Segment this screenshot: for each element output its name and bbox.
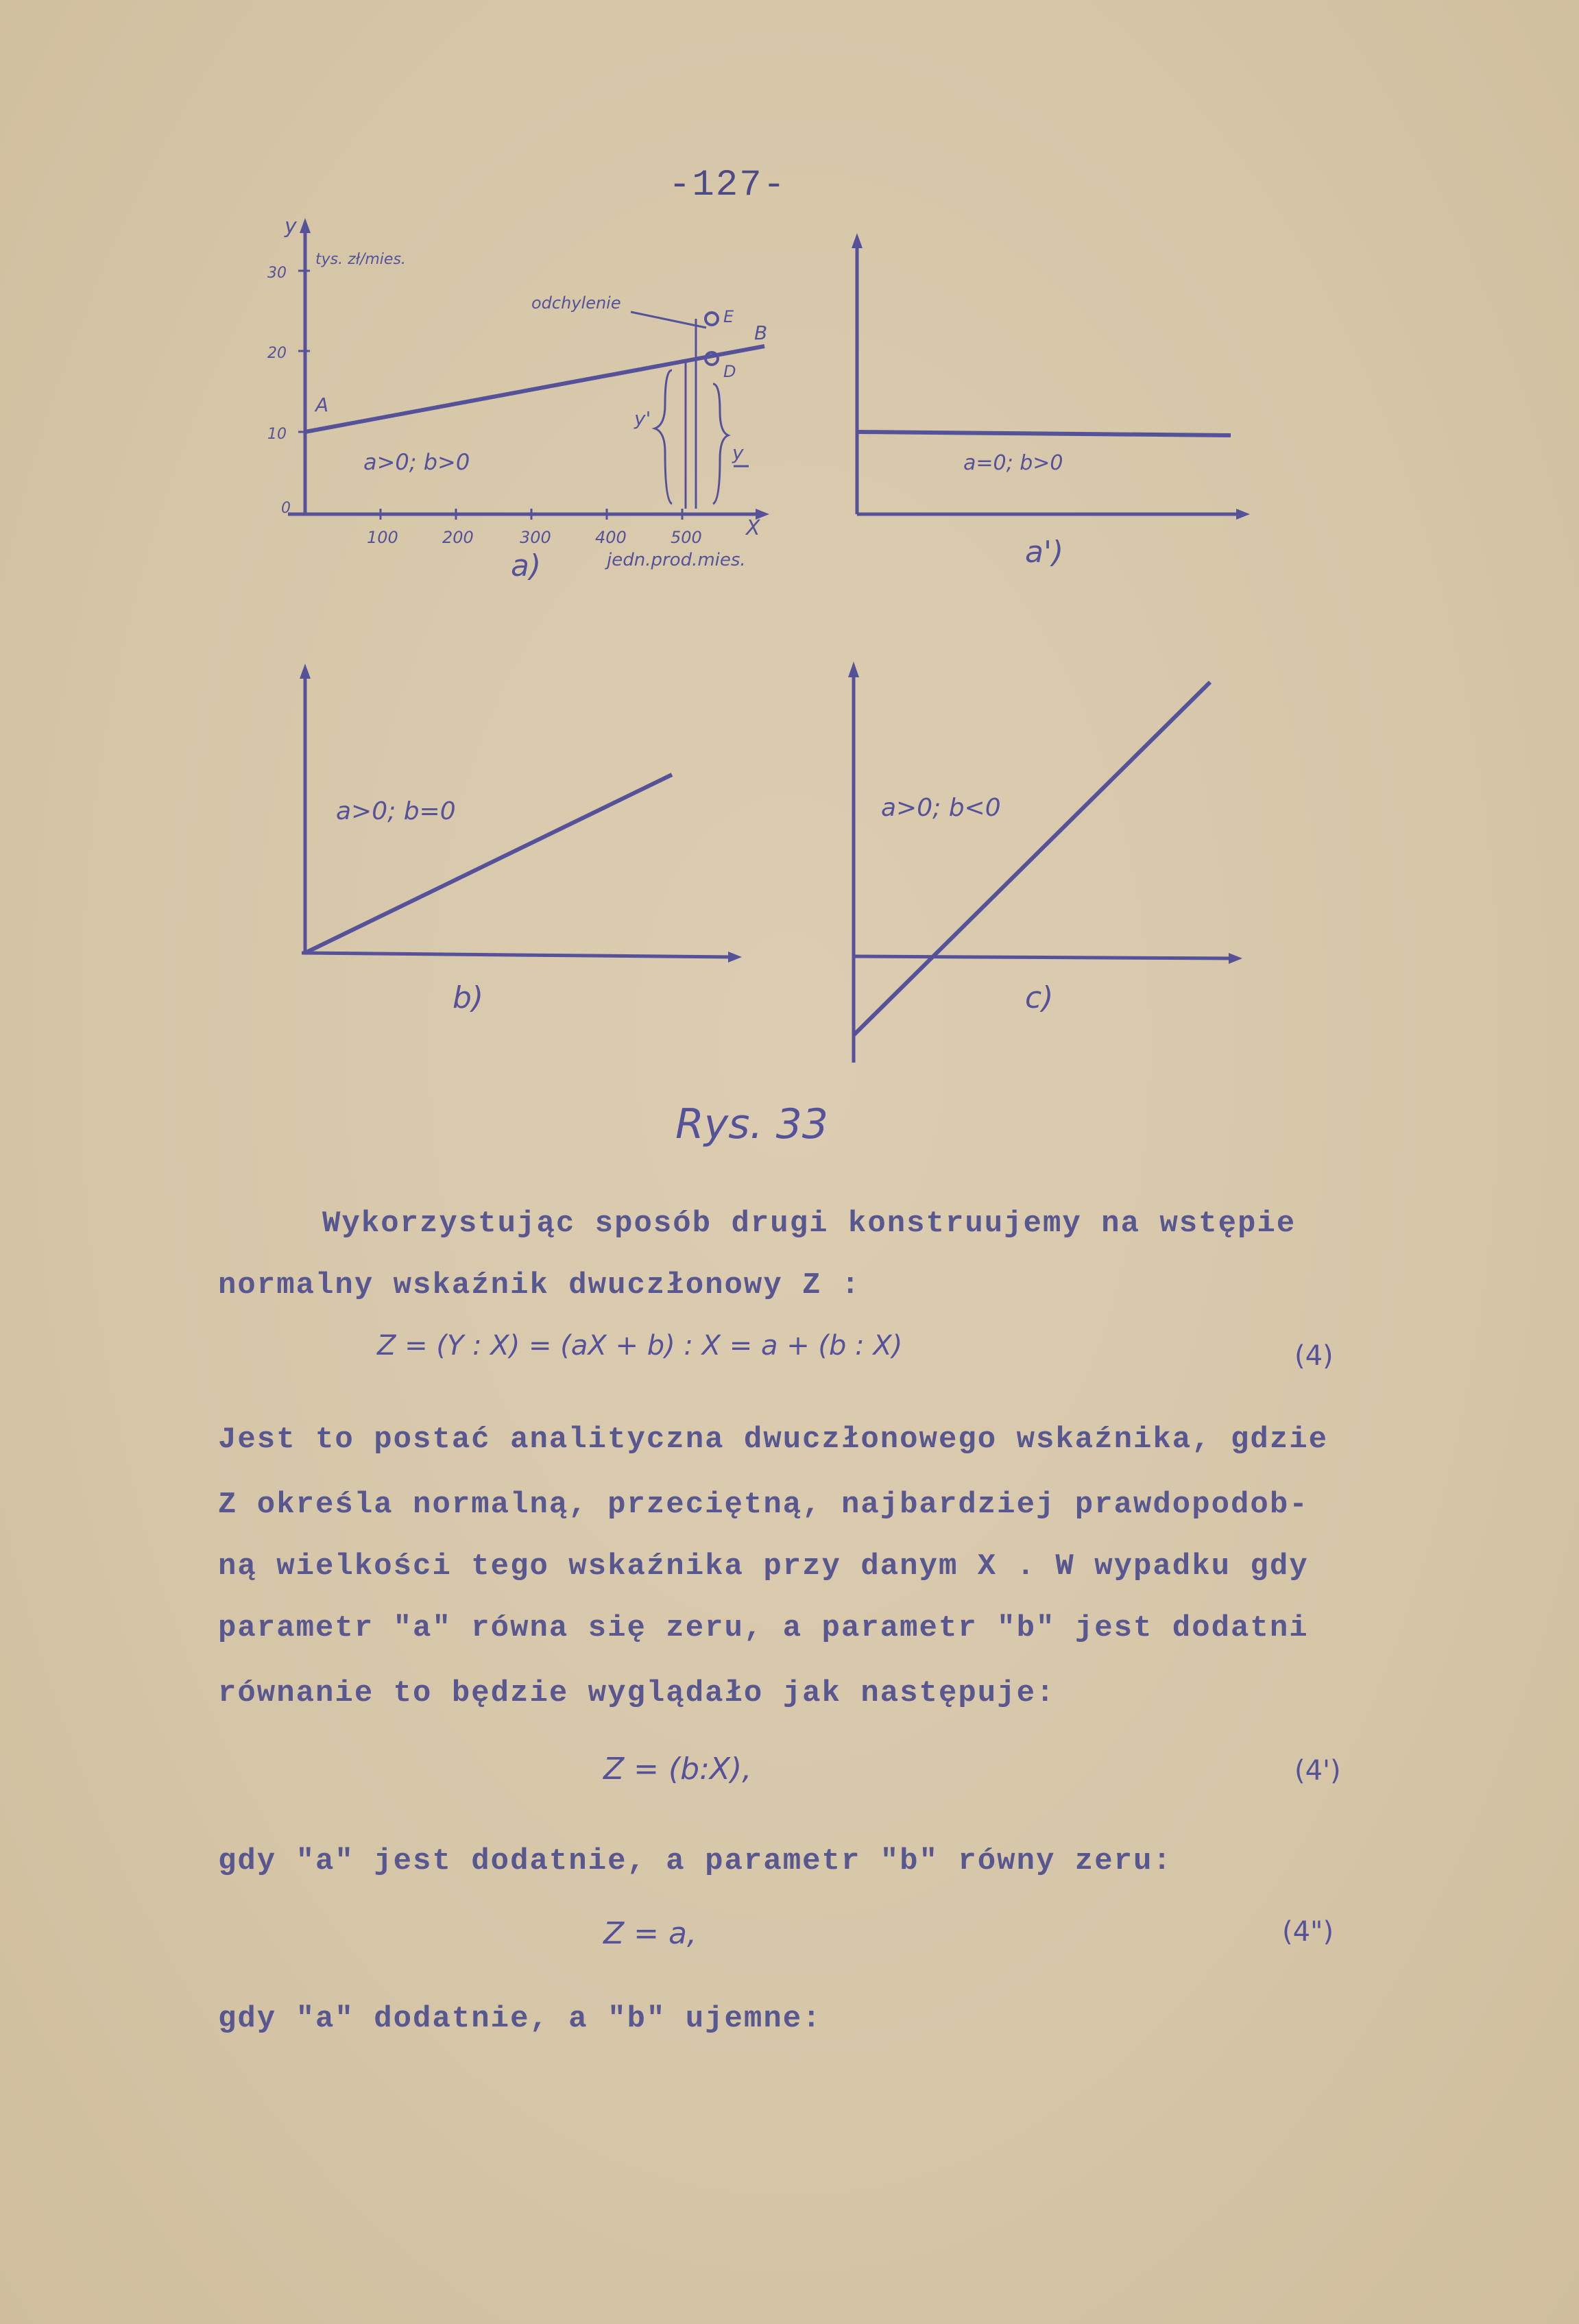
figure-a-yprime-brace — [655, 370, 672, 504]
text-line: gdy "a" jest dodatnie, a parametr "b" równy zeru: — [218, 1844, 1172, 1878]
figure-b — [281, 658, 761, 1028]
text-line: ną wielkości tego wskaźnika przy danym X . W wypadku gdy — [218, 1549, 1309, 1584]
figure-a-prime-caption: a') — [1025, 535, 1064, 570]
figure-a-ytick-label-20: 20 — [267, 345, 287, 362]
figure-a-x-axis-label: X — [746, 516, 760, 540]
figure-a-xtick-label-200: 200 — [442, 528, 474, 547]
figure-a-y-arrow — [300, 218, 311, 233]
figure-a-y-axis-label: y — [285, 215, 297, 239]
figure-a-y-brace — [713, 384, 728, 504]
figure-a-xtick-label-500: 500 — [671, 528, 702, 547]
figure-b-y-arrow — [300, 664, 311, 679]
figure-b-x-axis — [302, 953, 734, 957]
figure-a-xtick-label-100: 100 — [367, 528, 398, 547]
figure-a-condition: a>0; b>0 — [363, 449, 470, 475]
equation-4-number: (4) — [1294, 1340, 1334, 1372]
figure-c-caption: c) — [1025, 980, 1054, 1015]
text-line: normalny wskaźnik dwuczłonowy Z : — [218, 1268, 861, 1303]
figure-a-y-unit: tys. zł/mies. — [315, 251, 406, 268]
figure-c — [836, 651, 1262, 1076]
equation-4-prime-number: (4') — [1294, 1755, 1341, 1787]
figure-a-xtick-label-300: 300 — [520, 528, 551, 547]
figure-a-yprime-label: y' — [634, 407, 651, 430]
figure-a-xtick-label-400: 400 — [595, 528, 627, 547]
figure-a-ytick-label-30: 30 — [267, 265, 287, 282]
equation-4: Z = (Y : X) = (aX + b) : X = a + (b : X) — [377, 1330, 903, 1361]
figure-a-prime-x-arrow — [1236, 509, 1250, 520]
text-line: gdy "a" dodatnie, a "b" ujemne: — [218, 2002, 822, 2036]
figure-b-caption: b) — [453, 980, 484, 1015]
figure-a — [261, 213, 795, 596]
figure-a-prime-y-arrow — [852, 233, 863, 248]
figure-a-point-e-label: E — [723, 307, 734, 326]
figure-caption: Rys. 33 — [675, 1100, 828, 1148]
text-line: równanie to będzie wyglądało jak następuje: — [218, 1676, 1056, 1710]
figure-a-prime-line — [857, 432, 1231, 435]
figure-a-point-a-label: A — [315, 394, 329, 416]
figure-a-x-unit: jedn.prod.mies. — [607, 550, 746, 570]
text-line: Wykorzystując sposób drugi konstruujemy na wstępie — [322, 1207, 1297, 1241]
figure-c-y-arrow — [848, 662, 859, 677]
figure-a-caption: a) — [511, 548, 542, 583]
text-line: Jest to postać analityczna dwuczłonowego wskaźnika, gdzie — [218, 1423, 1329, 1457]
figure-b-condition: a>0; b=0 — [336, 797, 456, 825]
figure-c-x-arrow — [1229, 953, 1242, 964]
equation-4-double-prime-number: (4") — [1282, 1916, 1334, 1948]
figure-a-y-label: y — [732, 441, 744, 464]
figure-a-prime — [840, 226, 1265, 583]
figure-a-ytick-label-0: 0 — [281, 500, 291, 517]
equation-4-prime: Z = (b:X), — [603, 1752, 752, 1787]
figure-a-point-b-label: B — [754, 322, 768, 344]
figure-a-deviation-label: odchylenie — [531, 293, 621, 313]
figure-c-condition: a>0; b<0 — [881, 794, 1001, 822]
figure-c-x-axis — [854, 956, 1234, 958]
figure-b-x-arrow — [728, 952, 742, 963]
figure-a-ytick-label-10: 10 — [267, 426, 287, 443]
text-line: parametr "a" równa się zeru, a parametr "b" jest dodatni — [218, 1611, 1309, 1645]
figure-a-point-e — [706, 313, 718, 325]
text-line: Z określa normalną, przeciętną, najbardziej prawdopodob- — [218, 1488, 1309, 1522]
equation-4-double-prime: Z = a, — [603, 1916, 697, 1951]
figure-a-point-d-label: D — [723, 362, 736, 381]
page-number: -127- — [668, 165, 787, 206]
figure-a-prime-condition: a=0; b>0 — [963, 451, 1063, 475]
